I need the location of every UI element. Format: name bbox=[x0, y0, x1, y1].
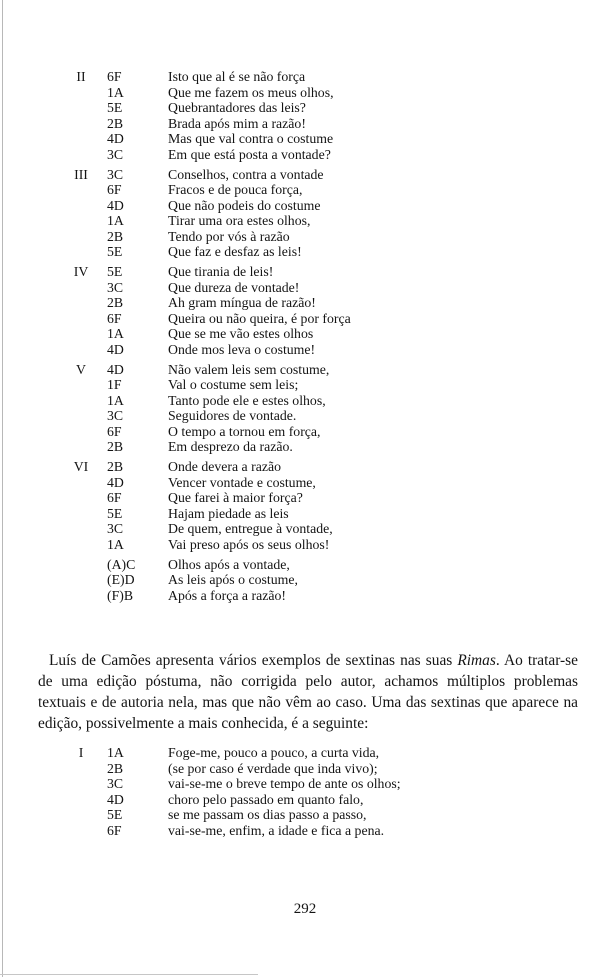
verse-text: (se por caso é verdade que inda vivo); bbox=[168, 760, 378, 776]
verse-text: Que me fazem os meus olhos, bbox=[168, 84, 334, 100]
rhyme-code: 3C bbox=[107, 521, 124, 536]
book-title-italic: Rimas bbox=[457, 652, 496, 669]
stanza-numeral bbox=[62, 572, 100, 588]
verse-line bbox=[0, 761, 610, 777]
stanza-numeral: I bbox=[78, 745, 84, 760]
verse-text: Que se me vão estes olhos bbox=[168, 326, 314, 341]
verse-text: Que tirania de leis! bbox=[168, 264, 274, 279]
verse-text: choro pelo passado em quanto falo, bbox=[168, 791, 364, 807]
rhyme-code: 3C bbox=[107, 146, 124, 162]
rhyme-code: 4D bbox=[107, 474, 124, 490]
verse-text: De quem, entregue à vontade, bbox=[168, 521, 333, 536]
verse-line bbox=[0, 244, 610, 260]
stanza-i bbox=[0, 745, 610, 838]
verse-line bbox=[0, 295, 610, 311]
stanza-numeral bbox=[62, 408, 100, 424]
rhyme-code: 4D bbox=[107, 131, 124, 146]
stanza-numeral bbox=[62, 131, 100, 147]
stanza-numeral bbox=[62, 229, 100, 245]
verse-text: vai-se-me o breve tempo de ante os olhos; bbox=[168, 776, 401, 791]
rhyme-code: 5E bbox=[107, 100, 123, 115]
paragraph-text: Luís de Camões apresenta vários exemplos de sextinas nas suas bbox=[49, 652, 458, 669]
verse-line bbox=[0, 557, 610, 573]
stanza-iv bbox=[0, 264, 610, 357]
verse-text: Conselhos, contra a vontade bbox=[168, 166, 324, 182]
verse-line bbox=[0, 776, 610, 792]
stanza-ii bbox=[0, 69, 610, 162]
verse-line bbox=[0, 100, 610, 116]
stanza-numeral bbox=[62, 147, 100, 163]
scan-edge-bottom bbox=[0, 974, 258, 975]
verse-text: Que não podeis do costume bbox=[168, 197, 321, 213]
stanza-vi bbox=[0, 459, 610, 552]
verse-line bbox=[0, 490, 610, 506]
stanza-numeral bbox=[62, 280, 100, 296]
stanza-numeral bbox=[62, 506, 100, 522]
stanza-numeral bbox=[62, 537, 100, 553]
verse-line bbox=[0, 198, 610, 214]
verse-line bbox=[0, 393, 610, 409]
rhyme-code: 1A bbox=[107, 326, 124, 341]
verse-line bbox=[0, 280, 610, 296]
rhyme-code: 3C bbox=[107, 279, 124, 295]
verse-line bbox=[0, 342, 610, 358]
verse-line bbox=[0, 264, 610, 280]
verse-line bbox=[0, 377, 610, 393]
verse-line bbox=[0, 326, 610, 342]
stanza-numeral bbox=[62, 342, 100, 358]
verse-text: Brada após mim a razão! bbox=[168, 115, 306, 131]
stanza-numeral bbox=[62, 475, 100, 491]
verse-text: Fracos e de pouca força, bbox=[168, 182, 303, 197]
verse-text: Vencer vontade e costume, bbox=[168, 474, 316, 490]
stanza-numeral bbox=[62, 490, 100, 506]
stanza-numeral bbox=[62, 377, 100, 393]
verse-line bbox=[0, 85, 610, 101]
rhyme-code: 5E bbox=[107, 807, 123, 822]
rhyme-code: 6F bbox=[107, 822, 122, 838]
verse-line bbox=[0, 459, 610, 475]
stanza-numeral bbox=[62, 213, 100, 229]
rhyme-code: 6F bbox=[107, 423, 122, 439]
rhyme-code: 3C bbox=[107, 776, 124, 791]
commentary-paragraph bbox=[38, 650, 578, 734]
rhyme-code: 1A bbox=[107, 745, 124, 760]
stanza-numeral bbox=[62, 761, 100, 777]
verse-text: Que farei à maior força? bbox=[168, 490, 303, 505]
verse-line bbox=[0, 792, 610, 808]
verse-line bbox=[0, 116, 610, 132]
verse-line bbox=[0, 475, 610, 491]
stanza-numeral bbox=[62, 182, 100, 198]
verse-text: vai-se-me, enfim, a idade e fica a pena. bbox=[168, 822, 385, 838]
verse-text: se me passam os dias passo a passo, bbox=[168, 807, 367, 822]
stanza-numeral: IV bbox=[73, 264, 89, 279]
rhyme-code: 2B bbox=[107, 760, 124, 776]
rhyme-code: (F)B bbox=[107, 587, 134, 603]
verse-line bbox=[0, 537, 610, 553]
rhyme-code: 5E bbox=[107, 505, 123, 521]
stanza-numeral bbox=[62, 85, 100, 101]
verse-text: Onde mos leva o costume! bbox=[168, 341, 316, 357]
stanza-numeral bbox=[62, 424, 100, 440]
verse-text: Que dureza de vontade! bbox=[168, 279, 300, 295]
rhyme-code: 3C bbox=[107, 408, 124, 423]
stanza-numeral bbox=[62, 393, 100, 409]
rhyme-code: 2B bbox=[107, 228, 124, 244]
rhyme-code: 1A bbox=[107, 392, 124, 408]
rhyme-code: 6F bbox=[107, 490, 122, 505]
verse-line bbox=[0, 229, 610, 245]
verse-text: Em desprezo da razão. bbox=[168, 439, 293, 454]
verse-text: As leis após o costume, bbox=[168, 572, 298, 587]
stanza-numeral: III bbox=[74, 166, 88, 182]
stanza-numeral bbox=[62, 116, 100, 132]
verse-text: Olhos após a vontade, bbox=[168, 556, 290, 572]
verse-line bbox=[0, 213, 610, 229]
verse-line bbox=[0, 424, 610, 440]
rhyme-code: 6F bbox=[107, 182, 122, 197]
verse-line bbox=[0, 69, 610, 85]
verse-text: Foge-me, pouco a pouco, a curta vida, bbox=[168, 745, 380, 760]
stanza-numeral: V bbox=[76, 361, 86, 377]
verse-line bbox=[0, 439, 610, 455]
verse-text: Seguidores de vontade. bbox=[168, 408, 297, 423]
rhyme-code: 2B bbox=[107, 295, 124, 310]
rhyme-code: 1A bbox=[107, 536, 124, 552]
verse-text: Mas que val contra o costume bbox=[168, 131, 334, 146]
verse-line bbox=[0, 506, 610, 522]
stanza-numeral bbox=[62, 776, 100, 792]
stanza-numeral bbox=[62, 326, 100, 342]
rhyme-code: 2B bbox=[107, 115, 124, 131]
rhyme-code: 4D bbox=[107, 361, 124, 377]
stanza-numeral: VI bbox=[73, 459, 89, 474]
verse-line bbox=[0, 408, 610, 424]
stanza-numeral bbox=[62, 100, 100, 116]
verse-text: Não valem leis sem costume, bbox=[168, 361, 330, 377]
tornada bbox=[0, 557, 610, 604]
stanza-numeral bbox=[62, 807, 100, 823]
stanza-numeral bbox=[62, 521, 100, 537]
stanza-numeral bbox=[62, 198, 100, 214]
rhyme-code: 3C bbox=[107, 166, 124, 182]
verse-text: Val o costume sem leis; bbox=[168, 377, 299, 392]
verse-text: Vai preso após os seus olhos! bbox=[168, 536, 330, 552]
rhyme-code: (A)C bbox=[107, 556, 136, 572]
verse-text: Tanto pode ele e estes olhos, bbox=[168, 392, 326, 408]
verse-text: Hajam piedade as leis bbox=[168, 505, 289, 521]
stanza-numeral: II bbox=[76, 69, 86, 84]
rhyme-code: 2B bbox=[107, 439, 124, 454]
verse-line bbox=[0, 311, 610, 327]
verse-line bbox=[0, 588, 610, 604]
page-content bbox=[0, 69, 610, 918]
rhyme-code: 4D bbox=[107, 341, 124, 357]
verse-text: Ah gram míngua de razão! bbox=[168, 295, 316, 310]
verse-line bbox=[0, 745, 610, 761]
verse-text: O tempo a tornou em força, bbox=[168, 423, 321, 439]
verse-text: Quebrantadores das leis? bbox=[168, 100, 306, 115]
verse-line bbox=[0, 147, 610, 163]
stanza-iii bbox=[0, 167, 610, 260]
rhyme-code: 5E bbox=[107, 264, 123, 279]
verse-line bbox=[0, 572, 610, 588]
rhyme-code: 4D bbox=[107, 791, 124, 807]
verse-line bbox=[0, 521, 610, 537]
verse-line bbox=[0, 131, 610, 147]
verse-line bbox=[0, 182, 610, 198]
verse-text: Que faz e desfaz as leis! bbox=[168, 244, 302, 259]
paragraph-text: . Ao tratar-se de uma edição póstuma, não corrigida pelo autor, achamos múltiplos problemas textuais e de autoria nela, mas que não vêm ao caso. Uma das sextinas que aparece na edição, possivelmente a mais conhecida, é a seguinte: bbox=[38, 652, 578, 732]
verse-text: Onde devera a razão bbox=[168, 459, 281, 474]
verse-line bbox=[0, 807, 610, 823]
stanza-numeral bbox=[62, 295, 100, 311]
verse-text: Após a força a razão! bbox=[168, 587, 286, 603]
stanza-numeral bbox=[62, 823, 100, 839]
stanza-numeral bbox=[62, 311, 100, 327]
rhyme-code: 6F bbox=[107, 69, 122, 84]
stanza-numeral bbox=[62, 439, 100, 455]
stanza-numeral bbox=[62, 792, 100, 808]
verse-line bbox=[0, 362, 610, 378]
verse-text: Tirar uma ora estes olhos, bbox=[168, 213, 311, 228]
rhyme-code: 1A bbox=[107, 84, 124, 100]
verse-text: Tendo por vós à razão bbox=[168, 228, 290, 244]
page-number: 292 bbox=[293, 901, 317, 917]
rhyme-code: 5E bbox=[107, 244, 123, 259]
verse-line bbox=[0, 823, 610, 839]
rhyme-code: 2B bbox=[107, 459, 124, 474]
rhyme-code: 1A bbox=[107, 213, 124, 228]
verse-text: Isto que al é se não força bbox=[168, 69, 306, 84]
verse-text: Em que está posta a vontade? bbox=[168, 146, 331, 162]
rhyme-code: 6F bbox=[107, 310, 122, 326]
rhyme-code: 1F bbox=[107, 377, 122, 392]
rhyme-code: (E)D bbox=[107, 572, 135, 587]
stanza-numeral bbox=[62, 557, 100, 573]
stanza-numeral bbox=[62, 244, 100, 260]
rhyme-code: 4D bbox=[107, 197, 124, 213]
verse-line bbox=[0, 167, 610, 183]
stanza-numeral bbox=[62, 588, 100, 604]
verse-text: Queira ou não queira, é por força bbox=[168, 310, 351, 326]
stanza-v bbox=[0, 362, 610, 455]
